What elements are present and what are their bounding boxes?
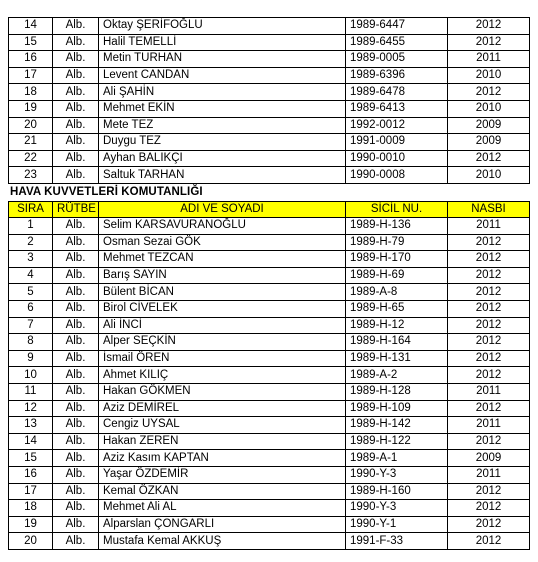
cell-adi-soyadi: Alparslan ÇONGARLI bbox=[99, 516, 346, 533]
cell-sicil: 1989-H-109 bbox=[346, 400, 448, 417]
cell-nasbi: 2011 bbox=[448, 417, 530, 434]
cell-rutbe: Alb. bbox=[53, 167, 99, 184]
header-adi-soyadi: ADI VE SOYADI bbox=[99, 202, 346, 218]
cell-rutbe: Alb. bbox=[53, 400, 99, 417]
header-sicil: SİCİL NU. bbox=[346, 202, 448, 218]
cell-sira: 19 bbox=[9, 516, 53, 533]
cell-sira: 11 bbox=[9, 383, 53, 400]
cell-sira: 8 bbox=[9, 334, 53, 351]
cell-sicil: 1989-6478 bbox=[346, 84, 448, 101]
cell-sicil: 1989-6396 bbox=[346, 67, 448, 84]
cell-sicil: 1989-H-12 bbox=[346, 317, 448, 334]
table-row bbox=[9, 251, 530, 268]
cell-sicil: 1989-A-2 bbox=[346, 367, 448, 384]
cell-sicil: 1989-H-170 bbox=[346, 251, 448, 268]
cell-adi-soyadi: İsmail ÖREN bbox=[99, 350, 346, 367]
cell-nasbi: 2012 bbox=[448, 150, 530, 167]
personnel-table-continued-body bbox=[9, 18, 530, 184]
cell-nasbi: 2012 bbox=[448, 34, 530, 51]
cell-nasbi: 2012 bbox=[448, 516, 530, 533]
cell-rutbe: Alb. bbox=[53, 100, 99, 117]
cell-nasbi: 2011 bbox=[448, 218, 530, 235]
cell-sicil: 1989-0005 bbox=[346, 51, 448, 68]
cell-nasbi: 2012 bbox=[448, 334, 530, 351]
cell-adi-soyadi: Cengiz UYSAL bbox=[99, 417, 346, 434]
cell-adi-soyadi: Barış SAYIN bbox=[99, 267, 346, 284]
cell-sicil: 1990-0010 bbox=[346, 150, 448, 167]
air-force-personnel-table bbox=[8, 201, 530, 550]
table-row bbox=[9, 150, 530, 167]
cell-sicil: 1991-F-33 bbox=[346, 533, 448, 550]
cell-adi-soyadi: Ayhan BALIKÇI bbox=[99, 150, 346, 167]
cell-nasbi: 2012 bbox=[448, 533, 530, 550]
cell-rutbe: Alb. bbox=[53, 516, 99, 533]
table-row bbox=[9, 516, 530, 533]
header-nasbi: NASBI bbox=[448, 202, 530, 218]
cell-rutbe: Alb. bbox=[53, 284, 99, 301]
table-row bbox=[9, 317, 530, 334]
table-row bbox=[9, 134, 530, 151]
table-row bbox=[9, 267, 530, 284]
table-row bbox=[9, 417, 530, 434]
cell-rutbe: Alb. bbox=[53, 450, 99, 467]
cell-adi-soyadi: Halil TEMELLİ bbox=[99, 34, 346, 51]
cell-rutbe: Alb. bbox=[53, 300, 99, 317]
table-row bbox=[9, 67, 530, 84]
table-row bbox=[9, 400, 530, 417]
cell-sira: 22 bbox=[9, 150, 53, 167]
table-row bbox=[9, 218, 530, 235]
cell-sira: 2 bbox=[9, 234, 53, 251]
cell-rutbe: Alb. bbox=[53, 134, 99, 151]
cell-adi-soyadi: Mehmet Ali AL bbox=[99, 500, 346, 517]
cell-sicil: 1991-0009 bbox=[346, 134, 448, 151]
table-row bbox=[9, 533, 530, 550]
cell-sicil: 1989-6455 bbox=[346, 34, 448, 51]
cell-nasbi: 2010 bbox=[448, 67, 530, 84]
cell-sira: 6 bbox=[9, 300, 53, 317]
table-row bbox=[9, 34, 530, 51]
table-row bbox=[9, 300, 530, 317]
cell-nasbi: 2012 bbox=[448, 367, 530, 384]
cell-sira: 5 bbox=[9, 284, 53, 301]
cell-rutbe: Alb. bbox=[53, 34, 99, 51]
cell-sira: 16 bbox=[9, 51, 53, 68]
cell-rutbe: Alb. bbox=[53, 51, 99, 68]
cell-rutbe: Alb. bbox=[53, 84, 99, 101]
cell-rutbe: Alb. bbox=[53, 367, 99, 384]
cell-rutbe: Alb. bbox=[53, 383, 99, 400]
cell-adi-soyadi: Metin TURHAN bbox=[99, 51, 346, 68]
cell-adi-soyadi: Mete TEZ bbox=[99, 117, 346, 134]
cell-sira: 1 bbox=[9, 218, 53, 235]
cell-rutbe: Alb. bbox=[53, 251, 99, 268]
header-sira: SIRA bbox=[9, 202, 53, 218]
cell-adi-soyadi: Saltuk TARHAN bbox=[99, 167, 346, 184]
cell-rutbe: Alb. bbox=[53, 317, 99, 334]
cell-adi-soyadi: Ahmet KILIÇ bbox=[99, 367, 346, 384]
cell-sira: 13 bbox=[9, 417, 53, 434]
cell-sicil: 1989-H-79 bbox=[346, 234, 448, 251]
table-row bbox=[9, 18, 530, 35]
table-header bbox=[9, 202, 530, 218]
cell-adi-soyadi: Duygu TEZ bbox=[99, 134, 346, 151]
cell-rutbe: Alb. bbox=[53, 218, 99, 235]
cell-nasbi: 2012 bbox=[448, 433, 530, 450]
header-rutbe: RÜTBE bbox=[53, 202, 99, 218]
table-row bbox=[9, 433, 530, 450]
cell-adi-soyadi: Ali ŞAHİN bbox=[99, 84, 346, 101]
cell-sira: 15 bbox=[9, 450, 53, 467]
cell-sira: 17 bbox=[9, 483, 53, 500]
cell-sira: 3 bbox=[9, 251, 53, 268]
cell-sicil: 1989-H-131 bbox=[346, 350, 448, 367]
cell-adi-soyadi: Alper SEÇKİN bbox=[99, 334, 346, 351]
cell-rutbe: Alb. bbox=[53, 533, 99, 550]
cell-adi-soyadi: Mehmet EKİN bbox=[99, 100, 346, 117]
cell-adi-soyadi: Yaşar ÖZDEMİR bbox=[99, 466, 346, 483]
air-force-personnel-table-body bbox=[9, 218, 530, 550]
cell-nasbi: 2012 bbox=[448, 234, 530, 251]
cell-nasbi: 2012 bbox=[448, 18, 530, 35]
cell-rutbe: Alb. bbox=[53, 234, 99, 251]
cell-rutbe: Alb. bbox=[53, 18, 99, 35]
cell-nasbi: 2010 bbox=[448, 100, 530, 117]
cell-sicil: 1989-H-142 bbox=[346, 417, 448, 434]
cell-sira: 19 bbox=[9, 100, 53, 117]
table-row bbox=[9, 367, 530, 384]
cell-sicil: 1990-Y-1 bbox=[346, 516, 448, 533]
cell-nasbi: 2012 bbox=[448, 400, 530, 417]
cell-sicil: 1989-H-164 bbox=[346, 334, 448, 351]
cell-sicil: 1989-6447 bbox=[346, 18, 448, 35]
cell-rutbe: Alb. bbox=[53, 267, 99, 284]
cell-adi-soyadi: Hakan GÖKMEN bbox=[99, 383, 346, 400]
cell-adi-soyadi: Bülent BİCAN bbox=[99, 284, 346, 301]
cell-nasbi: 2011 bbox=[448, 51, 530, 68]
table-row bbox=[9, 234, 530, 251]
cell-sira: 14 bbox=[9, 18, 53, 35]
cell-sira: 12 bbox=[9, 400, 53, 417]
table-row bbox=[9, 383, 530, 400]
cell-sira: 9 bbox=[9, 350, 53, 367]
cell-adi-soyadi: Oktay ŞERİFOĞLU bbox=[99, 18, 346, 35]
table-row bbox=[9, 51, 530, 68]
cell-sicil: 1989-H-128 bbox=[346, 383, 448, 400]
personnel-table-continued bbox=[8, 17, 530, 184]
cell-sira: 17 bbox=[9, 67, 53, 84]
cell-nasbi: 2011 bbox=[448, 466, 530, 483]
cell-nasbi: 2012 bbox=[448, 251, 530, 268]
cell-nasbi: 2012 bbox=[448, 350, 530, 367]
table-row bbox=[9, 466, 530, 483]
cell-rutbe: Alb. bbox=[53, 483, 99, 500]
cell-adi-soyadi: Mustafa Kemal AKKUŞ bbox=[99, 533, 346, 550]
cell-sicil: 1992-0012 bbox=[346, 117, 448, 134]
cell-sicil: 1990-Y-3 bbox=[346, 466, 448, 483]
cell-rutbe: Alb. bbox=[53, 433, 99, 450]
cell-adi-soyadi: Birol CİVELEK bbox=[99, 300, 346, 317]
cell-nasbi: 2009 bbox=[448, 450, 530, 467]
cell-rutbe: Alb. bbox=[53, 150, 99, 167]
cell-rutbe: Alb. bbox=[53, 334, 99, 351]
cell-sicil: 1989-H-160 bbox=[346, 483, 448, 500]
cell-sicil: 1989-6413 bbox=[346, 100, 448, 117]
cell-adi-soyadi: Kemal ÖZKAN bbox=[99, 483, 346, 500]
table-row bbox=[9, 84, 530, 101]
cell-adi-soyadi: Osman Sezai GÖK bbox=[99, 234, 346, 251]
table-row bbox=[9, 500, 530, 517]
cell-sicil: 1990-Y-3 bbox=[346, 500, 448, 517]
cell-nasbi: 2012 bbox=[448, 284, 530, 301]
cell-nasbi: 2009 bbox=[448, 117, 530, 134]
cell-nasbi: 2012 bbox=[448, 84, 530, 101]
cell-sicil: 1989-A-8 bbox=[346, 284, 448, 301]
cell-adi-soyadi: Selim KARSAVURANOĞLU bbox=[99, 218, 346, 235]
cell-sira: 18 bbox=[9, 84, 53, 101]
cell-adi-soyadi: Aziz Kasım KAPTAN bbox=[99, 450, 346, 467]
table-row bbox=[9, 483, 530, 500]
table-row bbox=[9, 117, 530, 134]
table-row bbox=[9, 284, 530, 301]
cell-sira: 4 bbox=[9, 267, 53, 284]
header-row bbox=[9, 202, 530, 218]
cell-adi-soyadi: Ali İNCİ bbox=[99, 317, 346, 334]
cell-adi-soyadi: Levent CANDAN bbox=[99, 67, 346, 84]
cell-nasbi: 2009 bbox=[448, 134, 530, 151]
cell-nasbi: 2012 bbox=[448, 267, 530, 284]
cell-rutbe: Alb. bbox=[53, 500, 99, 517]
cell-nasbi: 2011 bbox=[448, 383, 530, 400]
cell-adi-soyadi: Mehmet TEZCAN bbox=[99, 251, 346, 268]
cell-sira: 23 bbox=[9, 167, 53, 184]
cell-nasbi: 2012 bbox=[448, 300, 530, 317]
cell-adi-soyadi: Hakan ZEREN bbox=[99, 433, 346, 450]
cell-rutbe: Alb. bbox=[53, 417, 99, 434]
cell-rutbe: Alb. bbox=[53, 117, 99, 134]
cell-sira: 20 bbox=[9, 533, 53, 550]
cell-sicil: 1989-H-136 bbox=[346, 218, 448, 235]
cell-nasbi: 2010 bbox=[448, 167, 530, 184]
table-row bbox=[9, 450, 530, 467]
cell-sira: 10 bbox=[9, 367, 53, 384]
cell-sira: 7 bbox=[9, 317, 53, 334]
cell-sicil: 1989-H-69 bbox=[346, 267, 448, 284]
table-row bbox=[9, 100, 530, 117]
cell-rutbe: Alb. bbox=[53, 466, 99, 483]
cell-rutbe: Alb. bbox=[53, 350, 99, 367]
cell-nasbi: 2012 bbox=[448, 483, 530, 500]
cell-sira: 14 bbox=[9, 433, 53, 450]
cell-nasbi: 2012 bbox=[448, 500, 530, 517]
table-row bbox=[9, 350, 530, 367]
table-row bbox=[9, 167, 530, 184]
cell-sira: 20 bbox=[9, 117, 53, 134]
cell-sicil: 1989-A-1 bbox=[346, 450, 448, 467]
cell-rutbe: Alb. bbox=[53, 67, 99, 84]
cell-sicil: 1990-0008 bbox=[346, 167, 448, 184]
cell-sicil: 1989-H-122 bbox=[346, 433, 448, 450]
cell-sira: 15 bbox=[9, 34, 53, 51]
cell-sicil: 1989-H-65 bbox=[346, 300, 448, 317]
table-row bbox=[9, 334, 530, 351]
section-title: HAVA KUVVETLERİ KOMUTANLIĞI bbox=[10, 186, 203, 198]
cell-sira: 16 bbox=[9, 466, 53, 483]
cell-sira: 18 bbox=[9, 500, 53, 517]
cell-nasbi: 2012 bbox=[448, 317, 530, 334]
cell-adi-soyadi: Aziz DEMİREL bbox=[99, 400, 346, 417]
cell-sira: 21 bbox=[9, 134, 53, 151]
